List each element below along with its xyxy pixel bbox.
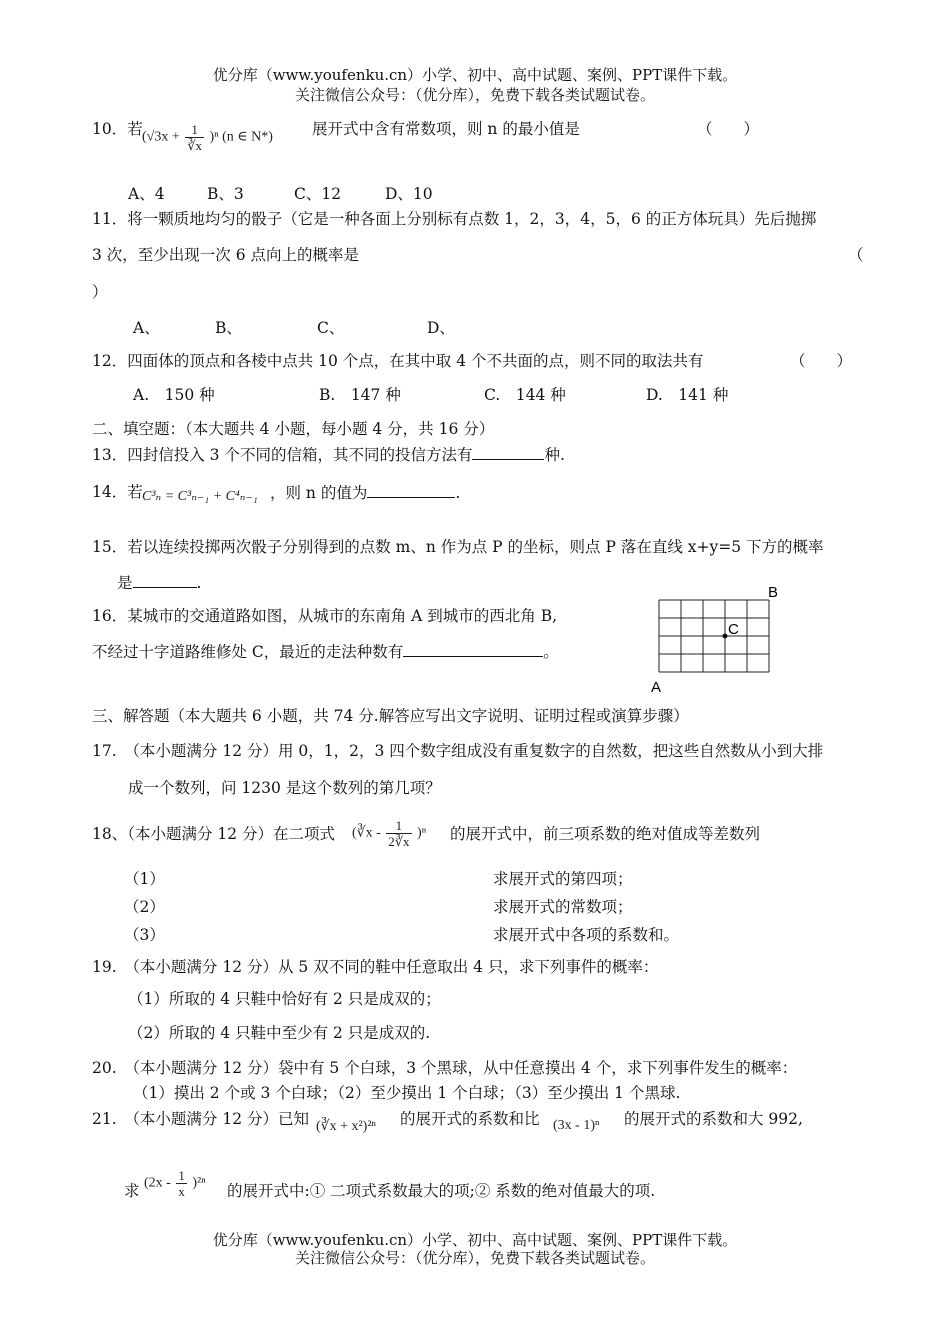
- q21-suffix: 的展开式的系数和大 992,: [624, 1110, 803, 1128]
- q21-frac-den: x: [178, 1184, 185, 1199]
- q21-formula-3: [144, 1168, 206, 1199]
- q11-option-d: D、: [427, 319, 455, 337]
- q21-formula-3-left: (2x -: [144, 1175, 171, 1191]
- q21-line-2-text: 的展开式中:① 二项式系数最大的项;② 系数的绝对值最大的项.: [227, 1182, 656, 1200]
- q21-formula-1: (∛x + x²)²ⁿ: [316, 1119, 376, 1134]
- q15-line-1: 15．若以连续投掷两次骰子分别得到的点数 m、n 作为点 P 的坐标，则点 P 落在直线 x+y=5 下方的概率: [92, 538, 824, 556]
- q21-line-2-prefix: 求: [124, 1182, 140, 1200]
- q10-option-c: C、12: [294, 185, 342, 203]
- q19-line-1: 19. （本小题满分 12 分）从 5 双不同的鞋中任意取出 4 只，求下列事件的概率：: [92, 958, 659, 976]
- q16-suffix: 。: [543, 643, 559, 661]
- q14-prefix: 14．若: [92, 483, 143, 501]
- q15-line-2: [117, 572, 201, 593]
- q18-item-3-text: 求展开式中各项的系数和。: [493, 926, 680, 944]
- grid-lines: [659, 600, 769, 672]
- q20-line-2: （1）摸出 2 个或 3 个白球；（2）至少摸出 1 个白球；（3）至少摸出 1 个黑球.: [133, 1084, 681, 1102]
- q14-blank[interactable]: [367, 482, 455, 498]
- q18-item-2-text: 求展开式的常数项；: [493, 898, 633, 916]
- q11-option-c: C、: [317, 319, 345, 337]
- q21-mid: 的展开式的系数和比: [400, 1110, 540, 1128]
- q13-suffix: 种.: [544, 446, 565, 464]
- q18-formula-right: )ⁿ: [417, 825, 427, 841]
- section-3-title: 三、解答题（本大题共 6 小题，共 74 分.解答应写出文字说明、证明过程或演算步骤）: [92, 707, 689, 725]
- q12-option-c: C. 144 种: [484, 386, 566, 404]
- footer-line-2: 关注微信公众号：（优分库），免费下载各类试题试卷。: [294, 1249, 655, 1267]
- label-a: A: [651, 679, 662, 696]
- label-c: C: [728, 621, 739, 638]
- q18-fraction: [386, 818, 411, 849]
- q18-formula: [352, 818, 426, 849]
- q21-frac-num: 1: [178, 1168, 185, 1183]
- q14-rest: [270, 482, 460, 503]
- q11-option-b: B、: [215, 319, 242, 337]
- q14-formula: C³ₙ = C³ₙ₋₁ + C⁴ₙ₋₁: [142, 489, 258, 504]
- q21-formula-3-right: )²ⁿ: [192, 1175, 206, 1191]
- q10-frac-num: 1: [185, 122, 204, 138]
- q10-option-a: A、4: [128, 185, 165, 203]
- q12-option-d: D. 141 种: [646, 386, 729, 404]
- q10-formula-left: (√3x +: [142, 129, 180, 145]
- q10-text: 展开式中含有常数项，则 n 的最小值是: [312, 120, 580, 138]
- header-line-1: 优分库（www.youfenku.cn）小学、初中、高中试题、案例、PPT课件下载。: [212, 66, 738, 84]
- footer-line-1: 优分库（www.youfenku.cn）小学、初中、高中试题、案例、PPT课件下载。: [212, 1231, 738, 1249]
- q10-fraction: [185, 122, 204, 153]
- point-c-marker: [723, 634, 728, 639]
- q10-formula: [142, 122, 273, 153]
- q12-option-b: B. 147 种: [319, 386, 401, 404]
- section-2-title: 二、填空题：（本大题共 4 小题，每小题 4 分，共 16 分）: [92, 420, 495, 438]
- q15-blank[interactable]: [133, 572, 197, 588]
- street-grid-figure: [640, 580, 800, 698]
- q11-bracket-open: （: [848, 246, 864, 264]
- q11-option-a: A、: [133, 319, 160, 337]
- q13-blank[interactable]: [472, 444, 544, 460]
- q10-number: 10．若: [92, 120, 143, 138]
- q14-mid: ，则 n 的值为: [270, 484, 368, 502]
- label-b: B: [768, 584, 779, 601]
- q10-bracket: （ ）: [697, 120, 760, 138]
- q11-bracket-close: ）: [92, 283, 108, 301]
- q19-line-3: （2）所取的 4 只鞋中至少有 2 只是成双的.: [128, 1024, 431, 1042]
- q13: [92, 444, 565, 465]
- q18-frac-num: 1: [386, 818, 411, 834]
- q12-bracket: （ ）: [790, 352, 853, 370]
- q17-line-1: 17. （本小题满分 12 分）用 0，1，2，3 四个数字组成没有重复数字的自然数，把这些自然数从小到大排: [92, 742, 824, 760]
- q10-formula-right: )ⁿ (n ∈ N*): [209, 129, 273, 145]
- q13-text: 13．四封信投入 3 个不同的信箱，其不同的投信方法有: [92, 446, 473, 464]
- q18-item-1-label: （1）: [124, 870, 165, 888]
- q21-formula-2: (3x - 1)ⁿ: [553, 1118, 600, 1133]
- q11-line-2: 3 次，至少出现一次 6 点向上的概率是: [92, 246, 360, 264]
- header-line-2: 关注微信公众号：（优分库），免费下载各类试题试卷。: [294, 86, 655, 104]
- q16-line-2: [92, 641, 559, 662]
- q18-item-2-label: （2）: [124, 898, 165, 916]
- q18-formula-left: (∛x -: [352, 825, 381, 841]
- q12-option-a: A. 150 种: [133, 386, 215, 404]
- q15-suffix: .: [196, 574, 202, 592]
- q16-line-1: 16．某城市的交通道路如图，从城市的东南角 A 到城市的西北角 B,: [92, 607, 558, 625]
- q16-text: 不经过十字道路维修处 C，最近的走法种数有: [92, 643, 404, 661]
- q15-prefix: 是: [117, 574, 133, 592]
- q18-prefix: 18、（本小题满分 12 分）在二项式: [92, 825, 336, 843]
- q20-line-1: 20. （本小题满分 12 分）袋中有 5 个白球，3 个黑球，从中任意摸出 4 个，求下列事件发生的概率：: [92, 1059, 798, 1077]
- q14-suffix: .: [455, 484, 461, 502]
- q10-option-d: D、10: [385, 185, 433, 203]
- q21-fraction: [176, 1168, 187, 1199]
- q18-frac-den: 2∛x: [388, 834, 410, 849]
- q17-line-2: 成一个数列，问 1230 是这个数列的第几项？: [128, 779, 441, 797]
- q16-blank[interactable]: [403, 641, 543, 657]
- q10-frac-den: ∛x: [187, 138, 203, 153]
- q18-text: 的展开式中，前三项系数的绝对值成等差数列: [450, 825, 761, 843]
- q21-prefix: 21. （本小题满分 12 分）已知: [92, 1110, 309, 1128]
- q18-item-1-text: 求展开式的第四项；: [493, 870, 633, 888]
- q11-line-1: 11．将一颗质地均匀的骰子（它是一种各面上分别标有点数 1，2，3，4，5，6 的正方体玩具）先后抛掷: [92, 210, 817, 228]
- q12-text: 12．四面体的顶点和各棱中点共 10 个点，在其中取 4 个不共面的点，则不同的取法共有: [92, 352, 704, 370]
- q10-option-b: B、3: [207, 185, 244, 203]
- q19-line-2: （1）所取的 4 只鞋中恰好有 2 只是成双的；: [128, 990, 441, 1008]
- q18-item-3-label: （3）: [124, 926, 165, 944]
